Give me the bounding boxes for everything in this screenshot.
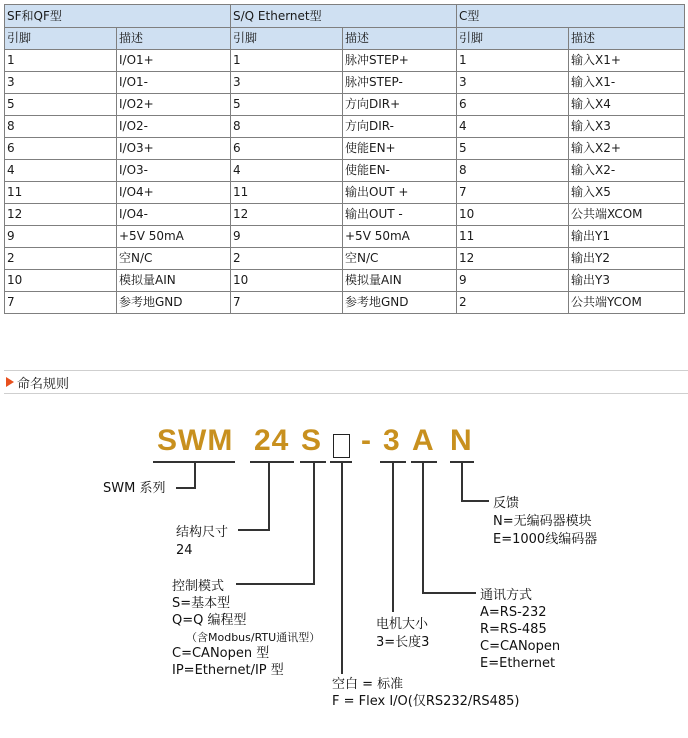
- pin-cell: 9: [457, 270, 569, 292]
- description-cell: 公共端YCOM: [569, 292, 685, 314]
- pin-cell: 2: [5, 248, 117, 270]
- header-cell: 引脚: [457, 28, 569, 50]
- description-cell: 使能EN-: [343, 160, 457, 182]
- label-motor-title: 电机大小: [376, 617, 429, 632]
- pin-cell: 8: [457, 160, 569, 182]
- label-comm-e: E=Ethernet: [480, 656, 556, 671]
- pin-cell: 1: [5, 50, 117, 72]
- description-cell: I/O4-: [117, 204, 231, 226]
- description-cell: 空N/C: [117, 248, 231, 270]
- code-swm: SWM: [157, 424, 234, 457]
- group-sf-qf: SF和QF型: [5, 5, 231, 28]
- description-cell: 输出OUT +: [343, 182, 457, 204]
- label-feedback-title: 反馈: [493, 496, 520, 511]
- label-mode-q-note: （含Modbus/RTU通讯型）: [186, 631, 321, 644]
- table-row: [5, 72, 685, 94]
- connector: [313, 462, 315, 585]
- header-cell: 描述: [343, 28, 457, 50]
- description-cell: 输出Y1: [569, 226, 685, 248]
- label-comm-title: 通讯方式: [480, 588, 533, 603]
- connector: [422, 462, 424, 594]
- code-mode: S: [301, 424, 323, 457]
- description-cell: +5V 50mA: [343, 226, 457, 248]
- label-blank-flex: F = Flex I/O(仅RS232/RS485): [332, 694, 520, 709]
- connector: [236, 583, 315, 585]
- code-motor: 3: [383, 424, 401, 457]
- connector: [268, 462, 270, 531]
- label-comm-a: A=RS-232: [480, 605, 547, 620]
- pin-cell: 1: [231, 50, 343, 72]
- pin-cell: 7: [457, 182, 569, 204]
- description-cell: I/O1+: [117, 50, 231, 72]
- description-cell: 脉冲STEP+: [343, 50, 457, 72]
- header-cell: 描述: [117, 28, 231, 50]
- label-size-title: 结构尺寸: [176, 525, 229, 540]
- connector: [194, 462, 196, 489]
- pin-cell: 5: [231, 94, 343, 116]
- label-comm-c: C=CANopen: [480, 639, 561, 654]
- description-cell: 方向DIR+: [343, 94, 457, 116]
- label-blank-title: 空白 = 标准: [332, 677, 404, 692]
- label-motor-value: 3=长度3: [376, 635, 430, 650]
- pin-cell: 9: [231, 226, 343, 248]
- pin-cell: 11: [231, 182, 343, 204]
- table-row: [5, 226, 685, 248]
- header-cell: 引脚: [5, 28, 117, 50]
- pin-cell: 8: [231, 116, 343, 138]
- section-title: 命名规则: [17, 377, 70, 392]
- description-cell: 输入X3: [569, 116, 685, 138]
- table-row: [5, 50, 685, 72]
- description-cell: 输入X1-: [569, 72, 685, 94]
- table-row: [5, 248, 685, 270]
- label-feedback-n: N=无编码器模块: [493, 514, 592, 529]
- pin-cell: 12: [5, 204, 117, 226]
- label-mode-ip: IP=Ethernet/IP 型: [172, 663, 284, 678]
- table-row: [5, 270, 685, 292]
- table-group-row: [5, 5, 685, 28]
- pin-cell: 10: [457, 204, 569, 226]
- pin-cell: 2: [231, 248, 343, 270]
- label-mode-title: 控制模式: [172, 579, 225, 594]
- table-header-row: [5, 28, 685, 50]
- description-cell: 输出Y2: [569, 248, 685, 270]
- description-cell: 参考地GND: [343, 292, 457, 314]
- description-cell: 使能EN+: [343, 138, 457, 160]
- table-row: [5, 204, 685, 226]
- pin-cell: 11: [457, 226, 569, 248]
- pin-cell: 10: [5, 270, 117, 292]
- description-cell: I/O3-: [117, 160, 231, 182]
- description-cell: I/O4+: [117, 182, 231, 204]
- description-cell: 输入X5: [569, 182, 685, 204]
- description-cell: 模拟量AIN: [343, 270, 457, 292]
- connector: [422, 592, 476, 594]
- description-cell: 参考地GND: [117, 292, 231, 314]
- description-cell: 输入X4: [569, 94, 685, 116]
- pin-cell: 3: [231, 72, 343, 94]
- naming-rules-section-header: [4, 370, 688, 394]
- label-mode-q: Q=Q 编程型: [172, 613, 247, 628]
- table-row: [5, 182, 685, 204]
- pin-cell: 6: [231, 138, 343, 160]
- pin-table: [4, 4, 685, 314]
- table-row: [5, 116, 685, 138]
- underline-comm: [411, 461, 437, 463]
- pin-cell: 1: [457, 50, 569, 72]
- pin-cell: 2: [457, 292, 569, 314]
- group-c: C型: [457, 5, 685, 28]
- pin-cell: 6: [5, 138, 117, 160]
- description-cell: I/O2+: [117, 94, 231, 116]
- connector: [461, 500, 489, 502]
- table-row: [5, 138, 685, 160]
- pin-cell: 11: [5, 182, 117, 204]
- table-row: [5, 94, 685, 116]
- pin-cell: 12: [457, 248, 569, 270]
- underline-size: [250, 461, 294, 463]
- pin-cell: 4: [231, 160, 343, 182]
- connector: [392, 462, 394, 612]
- connector: [176, 487, 196, 489]
- label-feedback-e: E=1000线编码器: [493, 532, 598, 547]
- pin-cell: 3: [5, 72, 117, 94]
- pin-cell: 7: [231, 292, 343, 314]
- description-cell: 模拟量AIN: [117, 270, 231, 292]
- description-cell: 空N/C: [343, 248, 457, 270]
- connector: [341, 462, 343, 674]
- description-cell: 脉冲STEP-: [343, 72, 457, 94]
- pin-cell: 9: [5, 226, 117, 248]
- description-cell: +5V 50mA: [117, 226, 231, 248]
- label-swm-series: SWM 系列: [103, 481, 166, 496]
- pin-cell: 5: [457, 138, 569, 160]
- pin-cell: 4: [5, 160, 117, 182]
- code-dash: -: [361, 424, 372, 457]
- description-cell: 输出OUT -: [343, 204, 457, 226]
- label-size-value: 24: [176, 543, 193, 558]
- description-cell: 输出Y3: [569, 270, 685, 292]
- code-comm: A: [412, 424, 435, 457]
- description-cell: 输入X2-: [569, 160, 685, 182]
- table-row: [5, 160, 685, 182]
- triangle-bullet-icon: [6, 377, 14, 387]
- description-cell: 公共端XCOM: [569, 204, 685, 226]
- description-cell: I/O1-: [117, 72, 231, 94]
- description-cell: 方向DIR-: [343, 116, 457, 138]
- pin-cell: 5: [5, 94, 117, 116]
- label-mode-c: C=CANopen 型: [172, 646, 270, 661]
- connector: [238, 529, 270, 531]
- description-cell: 输入X2+: [569, 138, 685, 160]
- pin-cell: 4: [457, 116, 569, 138]
- pin-cell: 7: [5, 292, 117, 314]
- label-mode-s: S=基本型: [172, 596, 231, 611]
- description-cell: I/O3+: [117, 138, 231, 160]
- connector: [461, 462, 463, 502]
- code-feedback: N: [450, 424, 473, 457]
- description-cell: 输入X1+: [569, 50, 685, 72]
- code-size: 24: [254, 424, 290, 457]
- pin-cell: 3: [457, 72, 569, 94]
- description-cell: I/O2-: [117, 116, 231, 138]
- header-cell: 描述: [569, 28, 685, 50]
- label-comm-r: R=RS-485: [480, 622, 547, 637]
- pin-cell: 12: [231, 204, 343, 226]
- group-sq-ethernet: S/Q Ethernet型: [231, 5, 457, 28]
- pin-cell: 6: [457, 94, 569, 116]
- code-blank-box: [333, 434, 350, 458]
- table-row: [5, 292, 685, 314]
- header-cell: 引脚: [231, 28, 343, 50]
- pin-cell: 8: [5, 116, 117, 138]
- pin-cell: 10: [231, 270, 343, 292]
